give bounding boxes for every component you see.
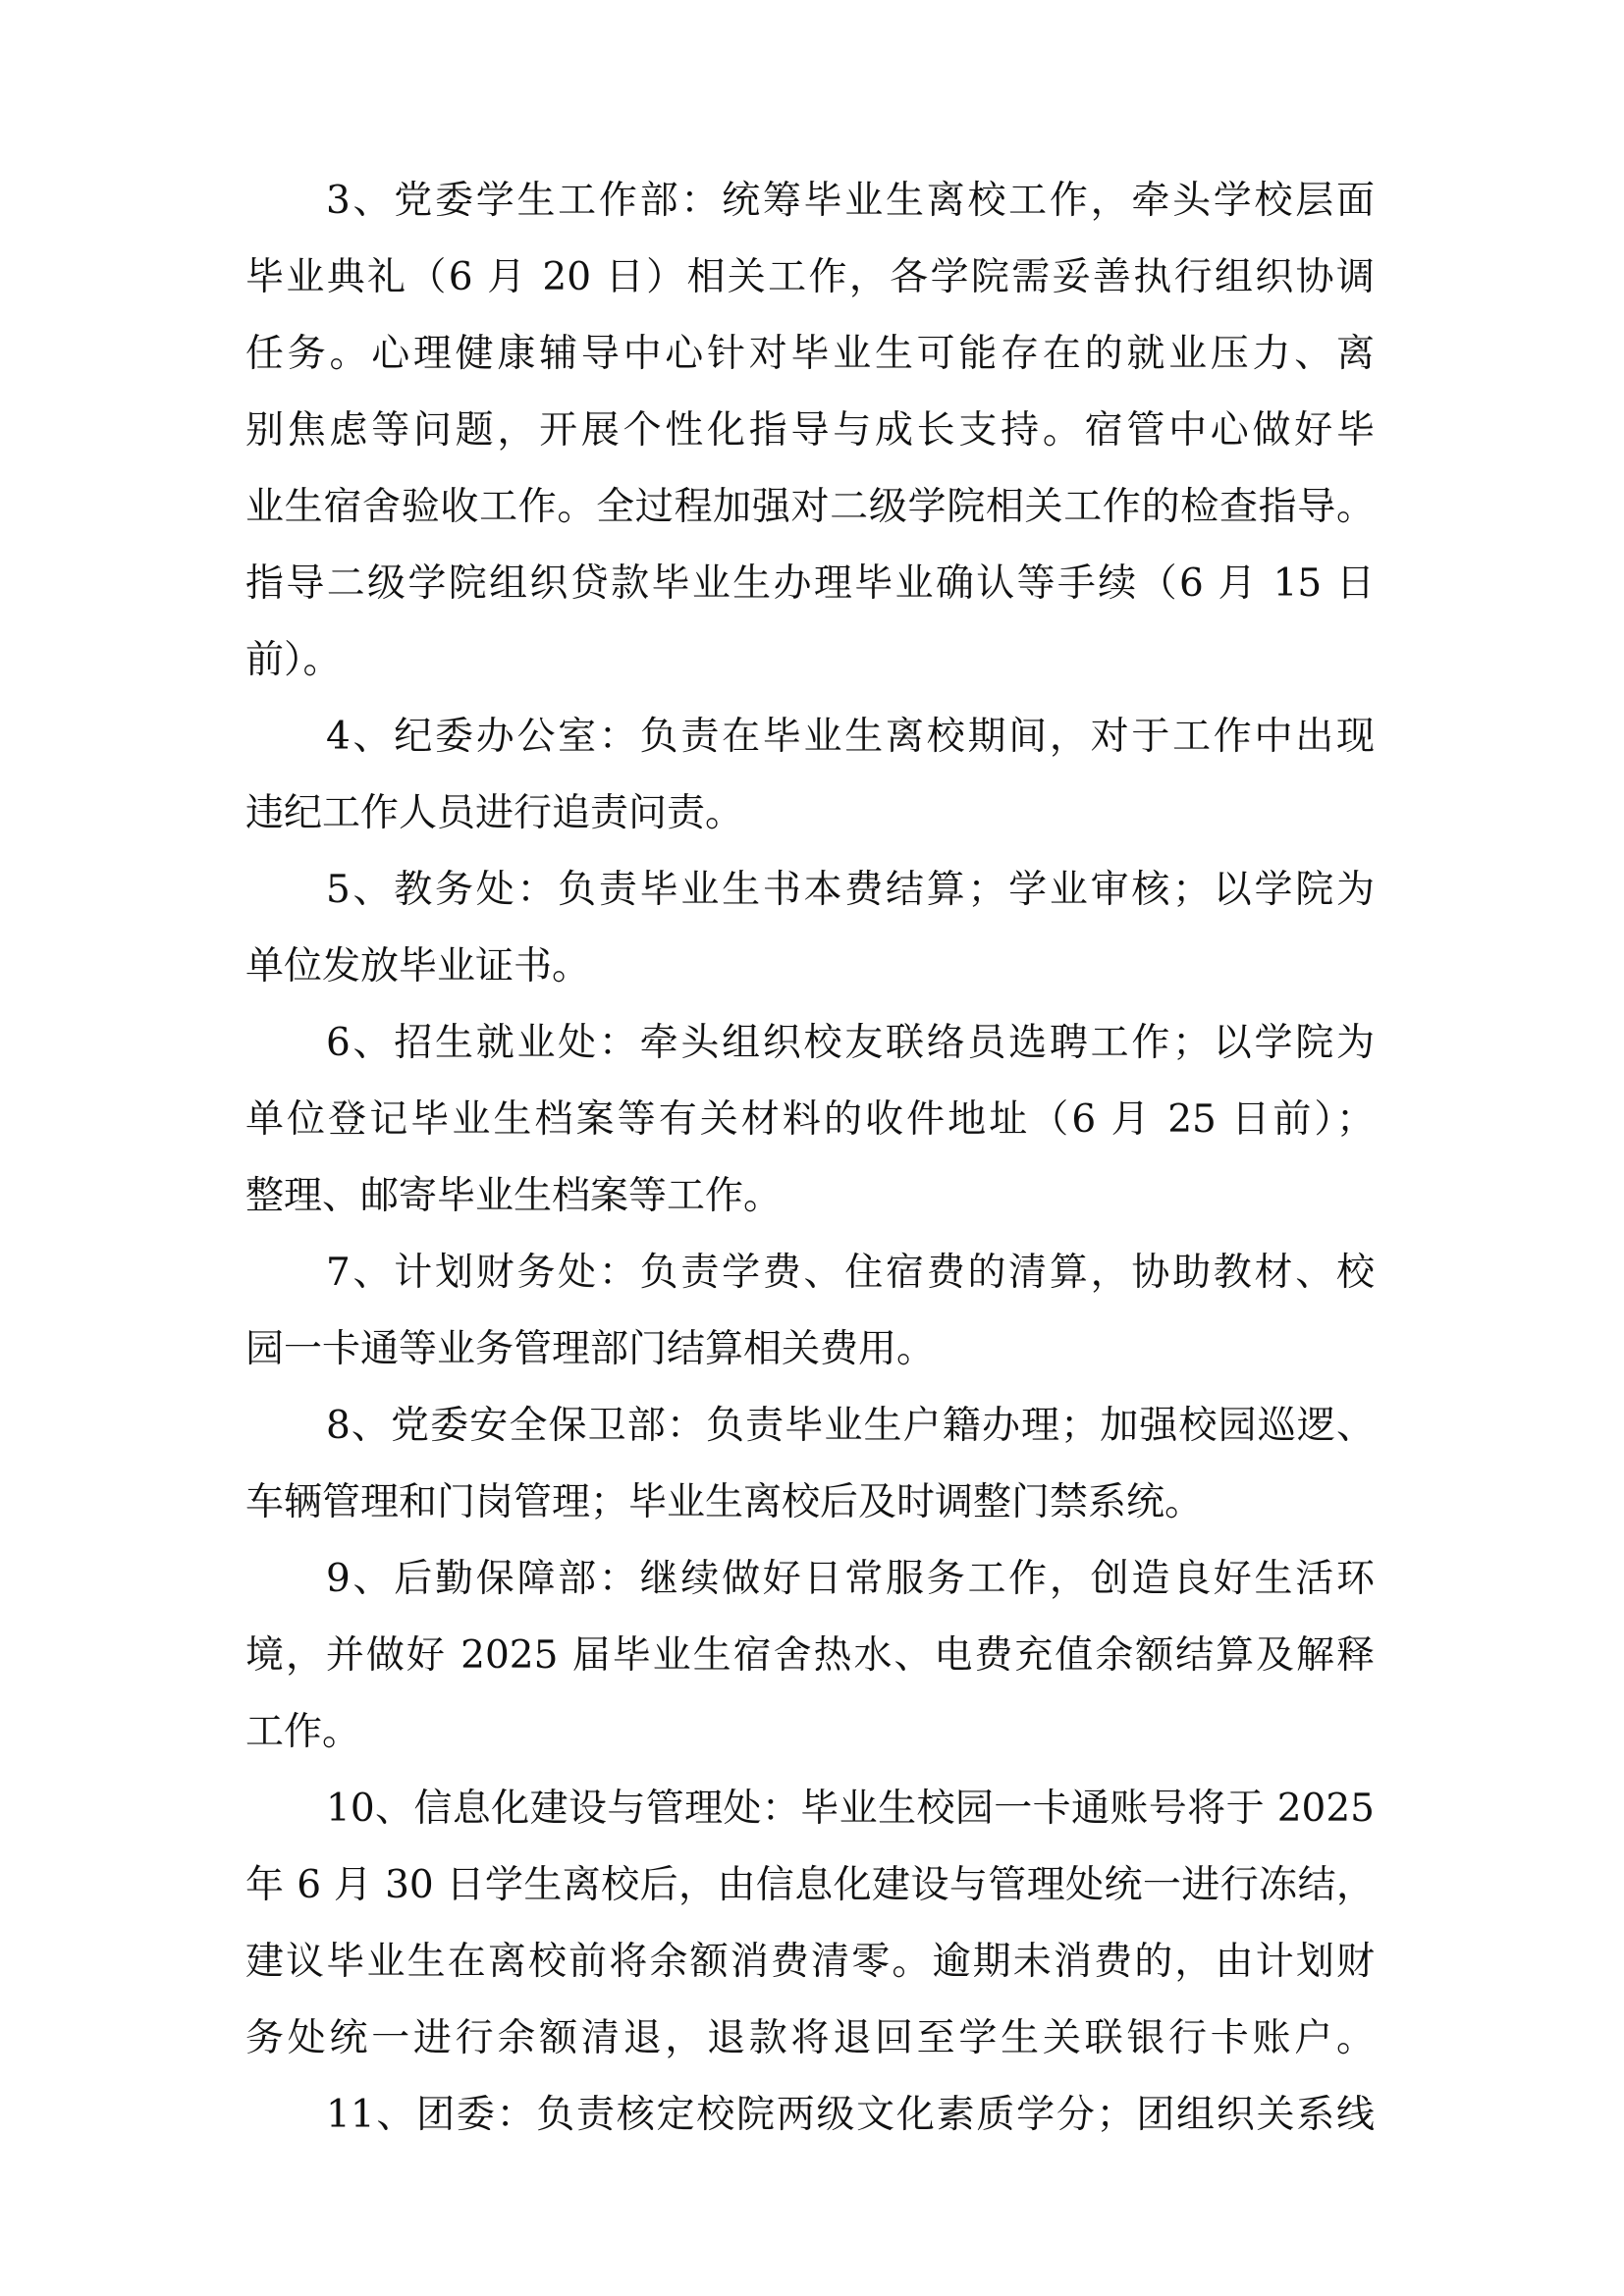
text-line: 违纪工作人员进行追责问责。	[245, 791, 744, 835]
text-line: 任务。心理健康辅导中心针对毕业生可能存在的就业压力、离	[245, 332, 1375, 376]
text-line: 指导二级学院组织贷款毕业生办理毕业确认等手续（6 月 15 日	[245, 561, 1375, 606]
text-line: 业生宿舍验收工作。全过程加强对二级学院相关工作的检查指导。	[245, 485, 1375, 529]
text-line: 9、后勤保障部：继续做好日常服务工作，创造良好生活环	[326, 1557, 1375, 1601]
text-line: 4、纪委办公室：负责在毕业生离校期间，对于工作中出现	[326, 715, 1375, 759]
text-line: 境，并做好 2025 届毕业生宿舍热水、电费充值余额结算及解释	[245, 1633, 1375, 1678]
text-line: 园一卡通等业务管理部门结算相关费用。	[245, 1327, 936, 1371]
text-line: 5、教务处：负责毕业生书本费结算；学业审核；以学院为	[326, 868, 1375, 912]
text-line: 单位登记毕业生档案等有关材料的收件地址（6 月 25 日前）；	[245, 1097, 1375, 1142]
text-line: 11、团委：负责核定校院两级文化素质学分；团组织关系线	[326, 2093, 1375, 2137]
text-line: 3、党委学生工作部：统筹毕业生离校工作，牵头学校层面	[326, 179, 1375, 223]
text-line: 车辆管理和门岗管理；毕业生离校后及时调整门禁系统。	[245, 1480, 1204, 1524]
text-line: 10、信息化建设与管理处：毕业生校园一卡通账号将于 2025	[326, 1787, 1375, 1831]
text-line: 建议毕业生在离校前将余额消费清零。逾期未消费的，由计划财	[245, 1940, 1375, 1984]
text-line: 年 6 月 30 日学生离校后，由信息化建设与管理处统一进行冻结，	[245, 1863, 1375, 1907]
text-line: 毕业典礼（6 月 20 日）相关工作，各学院需妥善执行组织协调	[245, 255, 1375, 299]
text-line: 8、党委安全保卫部：负责毕业生户籍办理；加强校园巡逻、	[326, 1404, 1375, 1448]
text-line: 别焦虑等问题，开展个性化指导与成长支持。宿管中心做好毕	[245, 408, 1375, 453]
text-line: 前）。	[245, 638, 342, 682]
text-line: 单位发放毕业证书。	[245, 944, 591, 988]
text-line: 务处统一进行余额清退，退款将退回至学生关联银行卡账户。	[245, 2016, 1375, 2060]
text-line: 整理、邮寄毕业生档案等工作。	[245, 1174, 783, 1218]
text-line: 工作。	[245, 1710, 361, 1754]
text-line: 6、招生就业处：牵头组织校友联络员选聘工作；以学院为	[326, 1021, 1375, 1065]
text-line: 7、计划财务处：负责学费、住宿费的清算，协助教材、校	[326, 1251, 1375, 1295]
